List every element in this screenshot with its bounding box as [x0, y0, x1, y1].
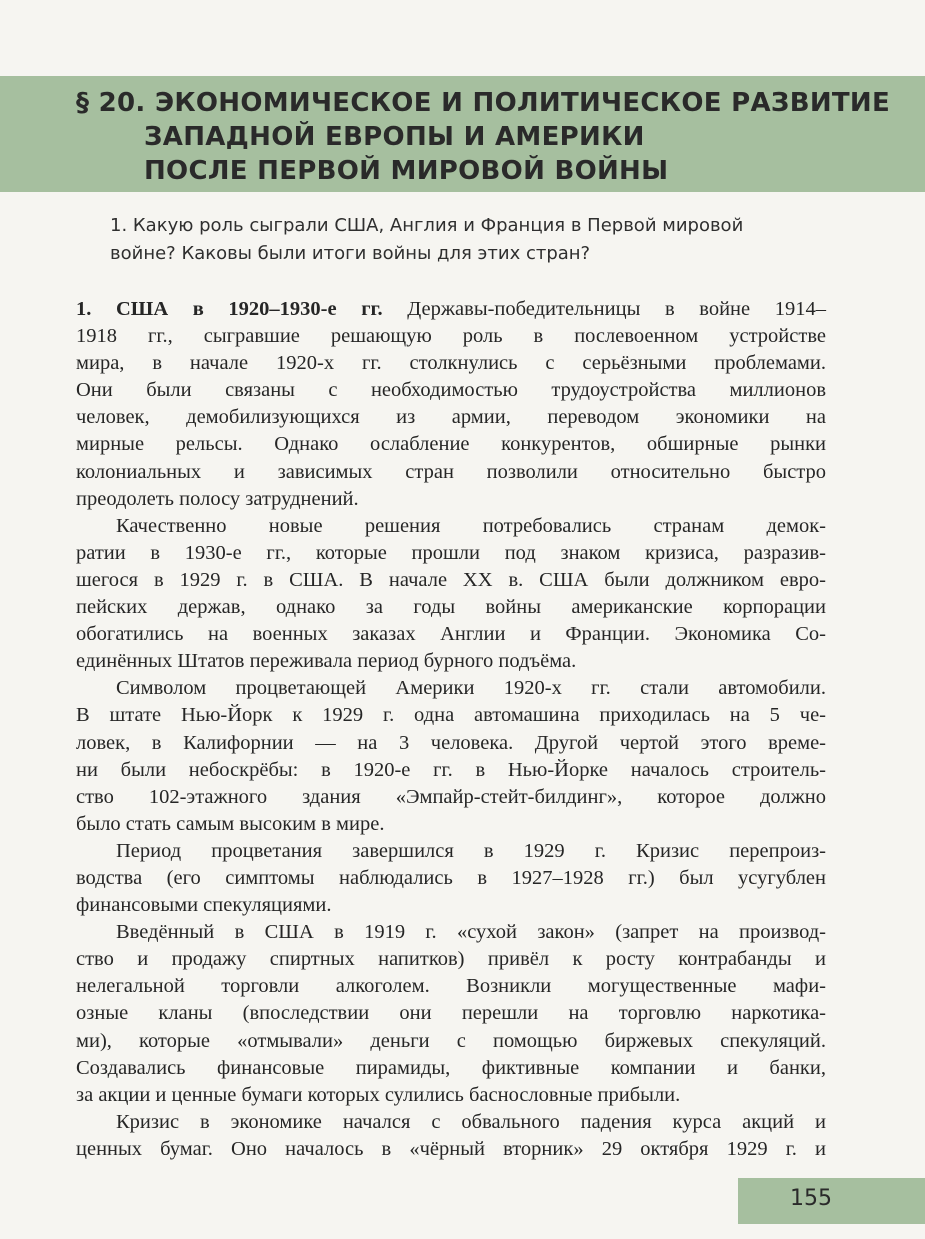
paragraph-line: ство 102-этажного здания «Эмпайр-стейт-билдинг», которое должно: [76, 785, 826, 808]
review-question: [110, 212, 810, 268]
paragraph-line: озные кланы (впоследствии они перешли на торговлю наркотика-: [76, 1002, 826, 1025]
paragraph-line: ценных бумаг. Оно началось в «чёрный вторник» 29 октября 1929 г. и: [76, 1137, 826, 1160]
paragraph-line: Они были связаны с необходимостью трудоустройства миллионов: [76, 379, 826, 402]
paragraph-line: нелегальной торговли алкоголем. Возникли могущественные мафи-: [76, 975, 826, 998]
paragraph-line: 1918 гг., сыгравшие решающую роль в послевоенном устройстве: [76, 325, 826, 348]
paragraph-text: Державы-победительницы в войне 1914–: [382, 298, 826, 320]
body-text: [76, 296, 826, 1163]
page-number: 155: [790, 1186, 832, 1211]
paragraph-line: Кризис в экономике начался с обвального падения курса акций и: [116, 1110, 826, 1133]
paragraph-line: мирные рельсы. Однако ослабление конкурентов, обширные рынки: [76, 433, 826, 456]
paragraph-line: ратии в 1930-е гг., которые прошли под знаком кризиса, разразив-: [76, 541, 826, 564]
paragraph-line: пейских держав, однако за годы войны американские корпорации: [76, 596, 826, 619]
paragraph-line: Качественно новые решения потребовались странам демок-: [116, 514, 826, 537]
chapter-title: [76, 86, 896, 188]
paragraph-line: шегося в 1929 г. в США. В начале XX в. США были должником евро-: [76, 568, 826, 591]
chapter-title-line-1: § 20. ЭКОНОМИЧЕСКОЕ И ПОЛИТИЧЕСКОЕ РАЗВИТИЕ: [76, 88, 891, 118]
paragraph-line: обогатились на военных заказах Англии и Франции. Экономика Со-: [76, 623, 826, 646]
paragraph-line: ни были небоскрёбы: в 1920-е гг. в Нью-Йорке началось строитель-: [76, 758, 826, 781]
paragraph-line: ми), которые «отмывали» деньги с помощью биржевых спекуляций.: [76, 1029, 826, 1052]
section-heading: 1. США в 1920–1930-е гг.: [76, 298, 383, 320]
paragraph-line: колониальных и зависимых стран позволили относительно быстро: [76, 460, 826, 483]
paragraph-line: за акции и ценные бумаги которых сулились баснословные прибыли.: [76, 1083, 681, 1106]
question-line: 1. Какую роль сыграли США, Англия и Франция в Первой мировой: [110, 215, 744, 236]
paragraph-line: Введённый в США в 1919 г. «сухой закон» (запрет на производ-: [116, 921, 826, 944]
paragraph-line: преодолеть полосу затруднений.: [76, 487, 359, 510]
chapter-title-line-2: ЗАПАДНОЙ ЕВРОПЫ И АМЕРИКИ: [144, 122, 645, 152]
paragraph-line: было стать самым высоким в мире.: [76, 812, 385, 835]
paragraph-line: финансовыми спекуляциями.: [76, 894, 332, 917]
paragraph-line: Период процветания завершился в 1929 г. Кризис перепроиз-: [116, 839, 826, 862]
paragraph-line: единённых Штатов переживала период бурного подъёма.: [76, 650, 577, 673]
paragraph-line: водства (его симптомы наблюдались в 1927–1928 гг.) был усугублен: [76, 866, 826, 889]
paragraph-line: ство и продажу спиртных напитков) привёл к росту контрабанды и: [76, 948, 826, 971]
chapter-title-line-3: ПОСЛЕ ПЕРВОЙ МИРОВОЙ ВОЙНЫ: [144, 156, 669, 186]
question-line: войне? Каковы были итоги войны для этих стран?: [110, 243, 591, 264]
paragraph-line: [76, 296, 826, 323]
paragraph-line: мира, в начале 1920-х гг. столкнулись с серьёзными проблемами.: [76, 352, 826, 375]
paragraph-line: Символом процветающей Америки 1920-х гг. стали автомобили.: [116, 677, 826, 700]
paragraph-line: человек, демобилизующихся из армии, переводом экономики на: [76, 406, 826, 429]
paragraph-line: Создавались финансовые пирамиды, фиктивные компании и банки,: [76, 1056, 826, 1079]
paragraph-line: ловек, в Калифорнии — на 3 человека. Другой чертой этого време-: [76, 731, 826, 754]
paragraph-line: В штате Нью-Йорк к 1929 г. одна автомашина приходилась на 5 че-: [76, 704, 826, 727]
